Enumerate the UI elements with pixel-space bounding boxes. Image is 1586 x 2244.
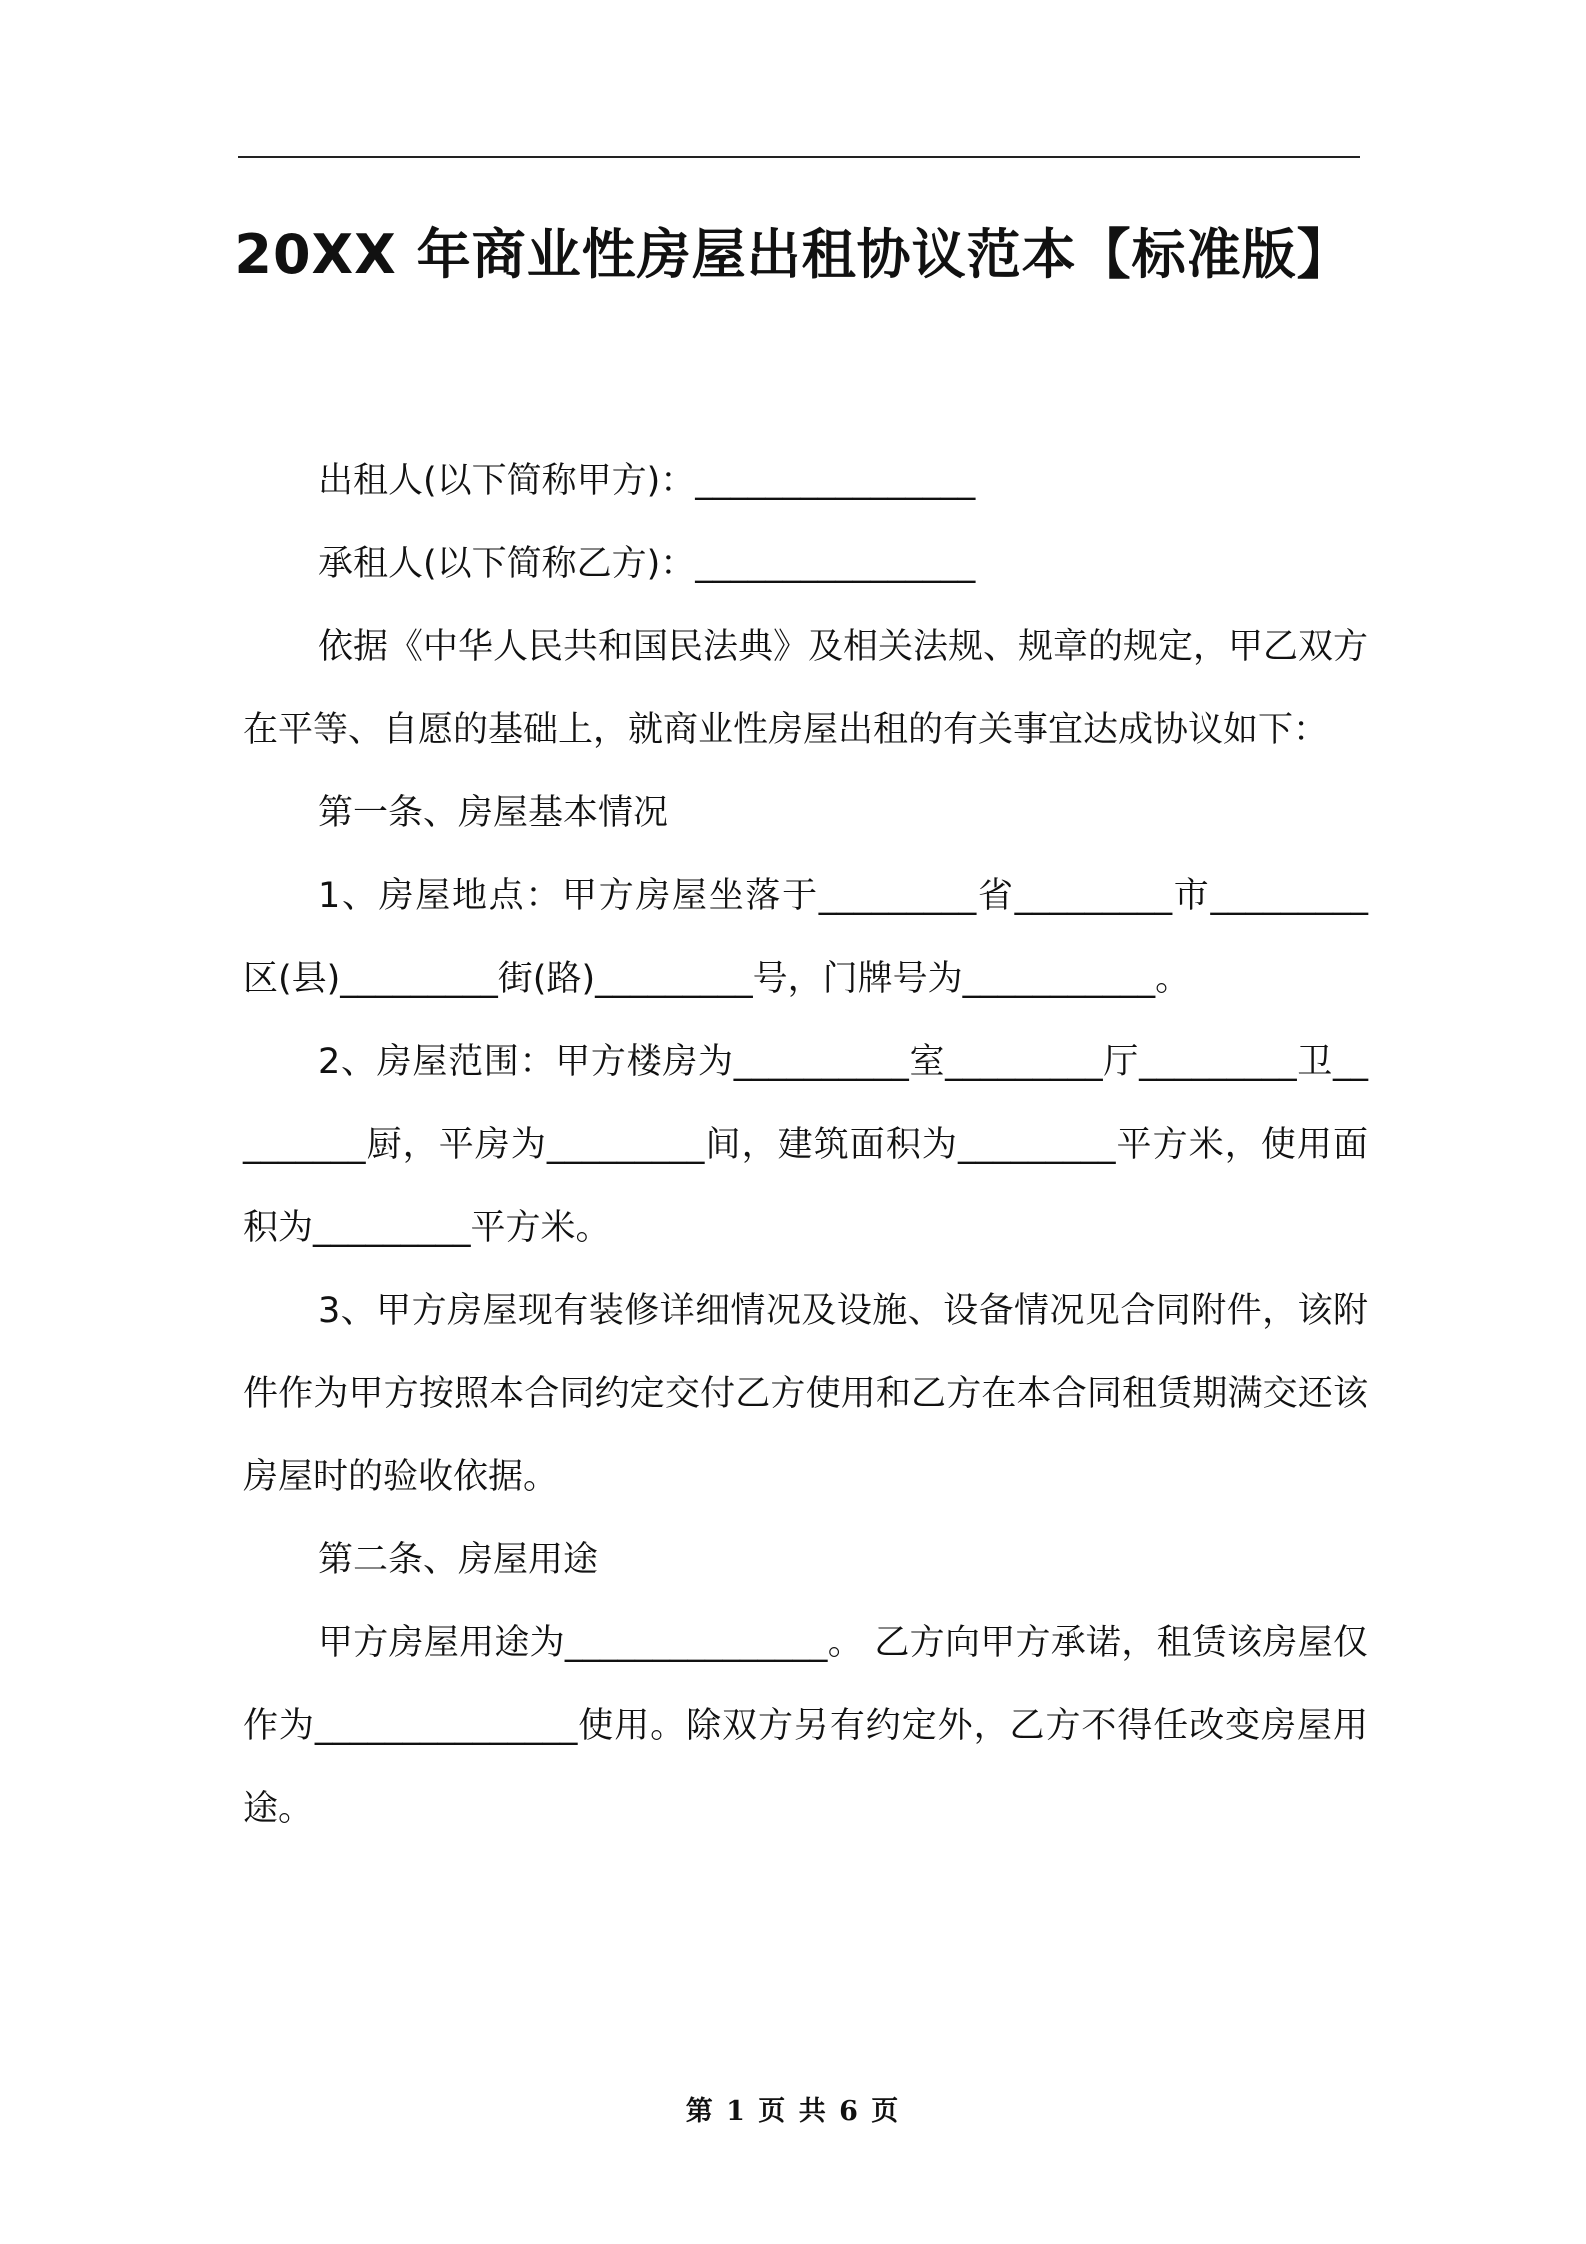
paragraph-lessee: 承租人(以下简称乙方)：________________ <box>318 544 976 584</box>
article-1-heading: 第一条、房屋基本情况 <box>318 793 669 833</box>
document-body <box>243 440 1368 1851</box>
article-2-heading: 第二条、房屋用途 <box>318 1540 599 1580</box>
paragraph-preamble: 依据《中华人民共和国民法典》及相关法规、规章的规定，甲乙双方在平等、自愿的基础上，就商业性房屋出租的有关事宜达成协议如下： <box>243 627 1369 750</box>
paragraph-usage: 甲方房屋用途为_______________。 乙方向甲方承诺，租赁该房屋仅作为_______________使用。除双方另有约定外，乙方不得任改变房屋用途。 <box>243 1623 1368 1829</box>
paragraph-fixtures: 3、甲方房屋现有装修详细情况及设施、设备情况见合同附件，该附件作为甲方按照本合同约定交付乙方使用和乙方在本合同租赁期满交还该房屋时的验收依据。 <box>243 1291 1368 1497</box>
page-number: 第 1 页 共 6 页 <box>685 2096 901 2127</box>
header-rule <box>238 156 1360 158</box>
paragraph-location: 1、房屋地点：甲方房屋坐落于_________省_________市_________区(县)_________街(路)_________号，门牌号为___________。 <box>243 876 1368 999</box>
paragraph-scope: 2、房屋范围：甲方楼房为__________室_________厅_________卫_________厨，平房为_________间，建筑面积为_________平方米，使用面积为_________平方米。 <box>243 1042 1368 1248</box>
paragraph-lessor: 出租人(以下简称甲方)：________________ <box>318 461 976 501</box>
document-title: 20XX 年商业性房屋出租协议范本【标准版】 <box>234 223 1352 286</box>
